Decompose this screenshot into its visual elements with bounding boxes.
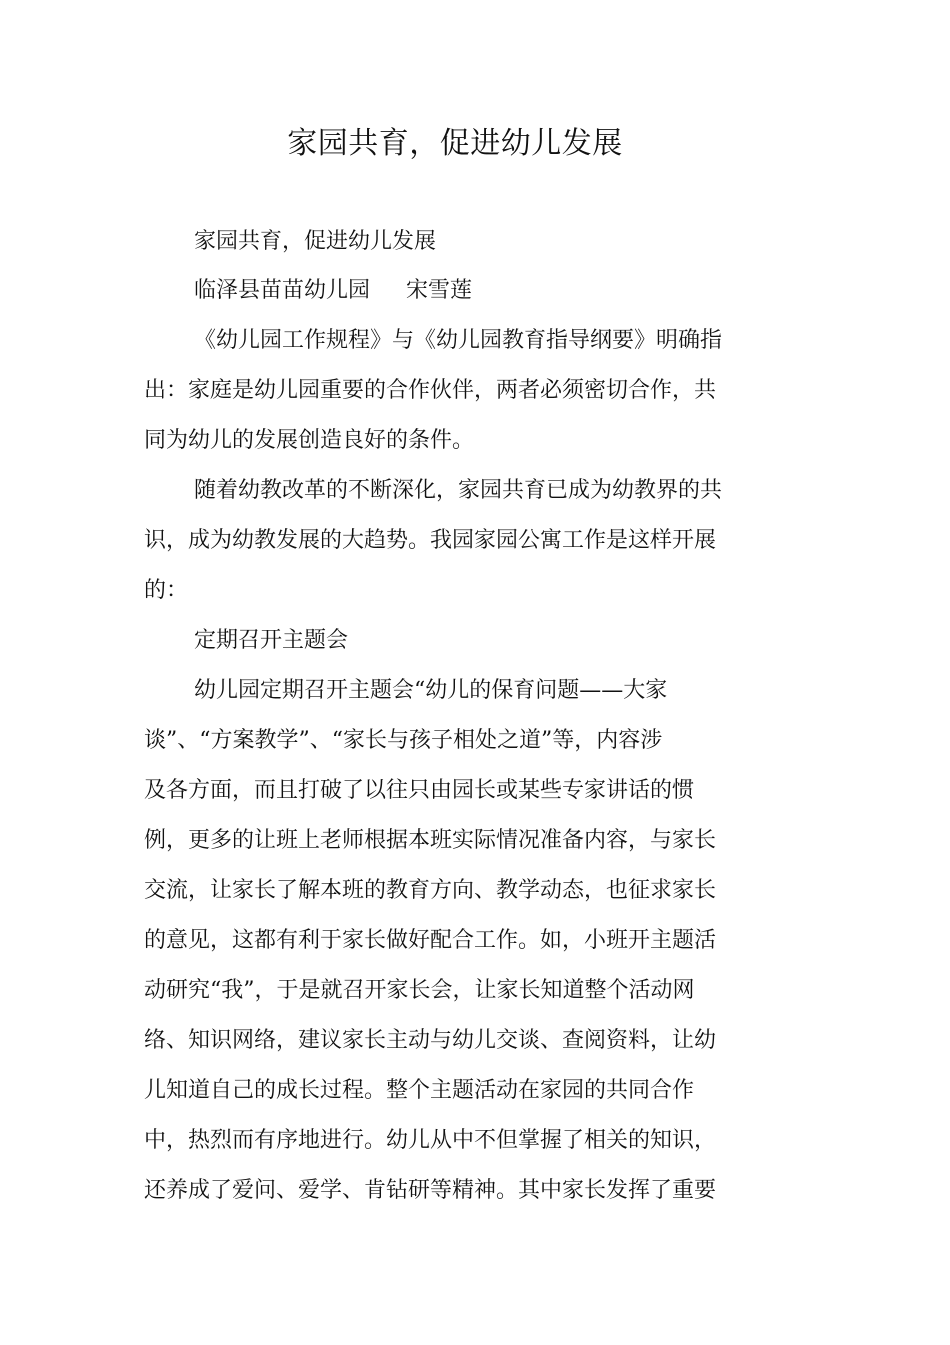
paragraph-line: 的意见，这都有利于家长做好配合工作。如，小班开主题活 — [144, 928, 717, 953]
paragraph-line: 识，成为幼教发展的大趋势。我园家园公寓工作是这样开展 — [144, 528, 717, 553]
school-name: 临泽县苗苗幼儿园 — [194, 278, 371, 303]
author-line — [194, 276, 804, 306]
document-subtitle: 家园共育，促进幼儿发展 — [194, 229, 437, 254]
paragraph-line: 儿知道自己的成长过程。整个主题活动在家园的共同合作 — [144, 1078, 695, 1103]
paragraph-line: 谈”、“方案教学”、“家长与孩子相处之道”等，内容涉 — [144, 728, 663, 753]
author-name: 宋雪莲 — [406, 278, 473, 303]
paragraph-line: 随着幼教改革的不断深化，家园共育已成为幼教界的共 — [194, 478, 723, 503]
paragraph-line: 例，更多的让班上老师根据本班实际情况准备内容，与家长 — [144, 828, 717, 853]
paragraph-line: 出：家庭是幼儿园重要的合作伙伴，两者必须密切合作，共 — [144, 378, 717, 403]
paragraph-line: 交流，让家长了解本班的教育方向、教学动态，也征求家长 — [144, 878, 717, 903]
paragraph-line: 《幼儿园工作规程》与《幼儿园教育指导纲要》明确指 — [194, 328, 723, 353]
paragraph-line: 还养成了爱问、爱学、肯钻研等精神。其中家长发挥了重要 — [144, 1178, 717, 1203]
paragraph-line: 幼儿园定期召开主题会“幼儿的保育问题——大家 — [194, 678, 668, 703]
paragraph-line: 的： — [144, 578, 189, 603]
paragraph-line: 中，热烈而有序地进行。幼儿从中不但掌握了相关的知识， — [144, 1128, 717, 1153]
paragraph-line: 同为幼儿的发展创造良好的条件。 — [144, 428, 475, 453]
document-title: 家园共育，促进幼儿发展 — [287, 126, 623, 161]
paragraph-line: 及各方面，而且打破了以往只由园长或某些专家讲话的惯 — [144, 778, 695, 803]
paragraph-line: 动研究“我”，于是就召开家长会，让家长知道整个活动网 — [144, 978, 695, 1003]
paragraph-line: 络、知识网络，建议家长主动与幼儿交谈、查阅资料，让幼 — [144, 1028, 717, 1053]
section-heading: 定期召开主题会 — [194, 628, 349, 653]
